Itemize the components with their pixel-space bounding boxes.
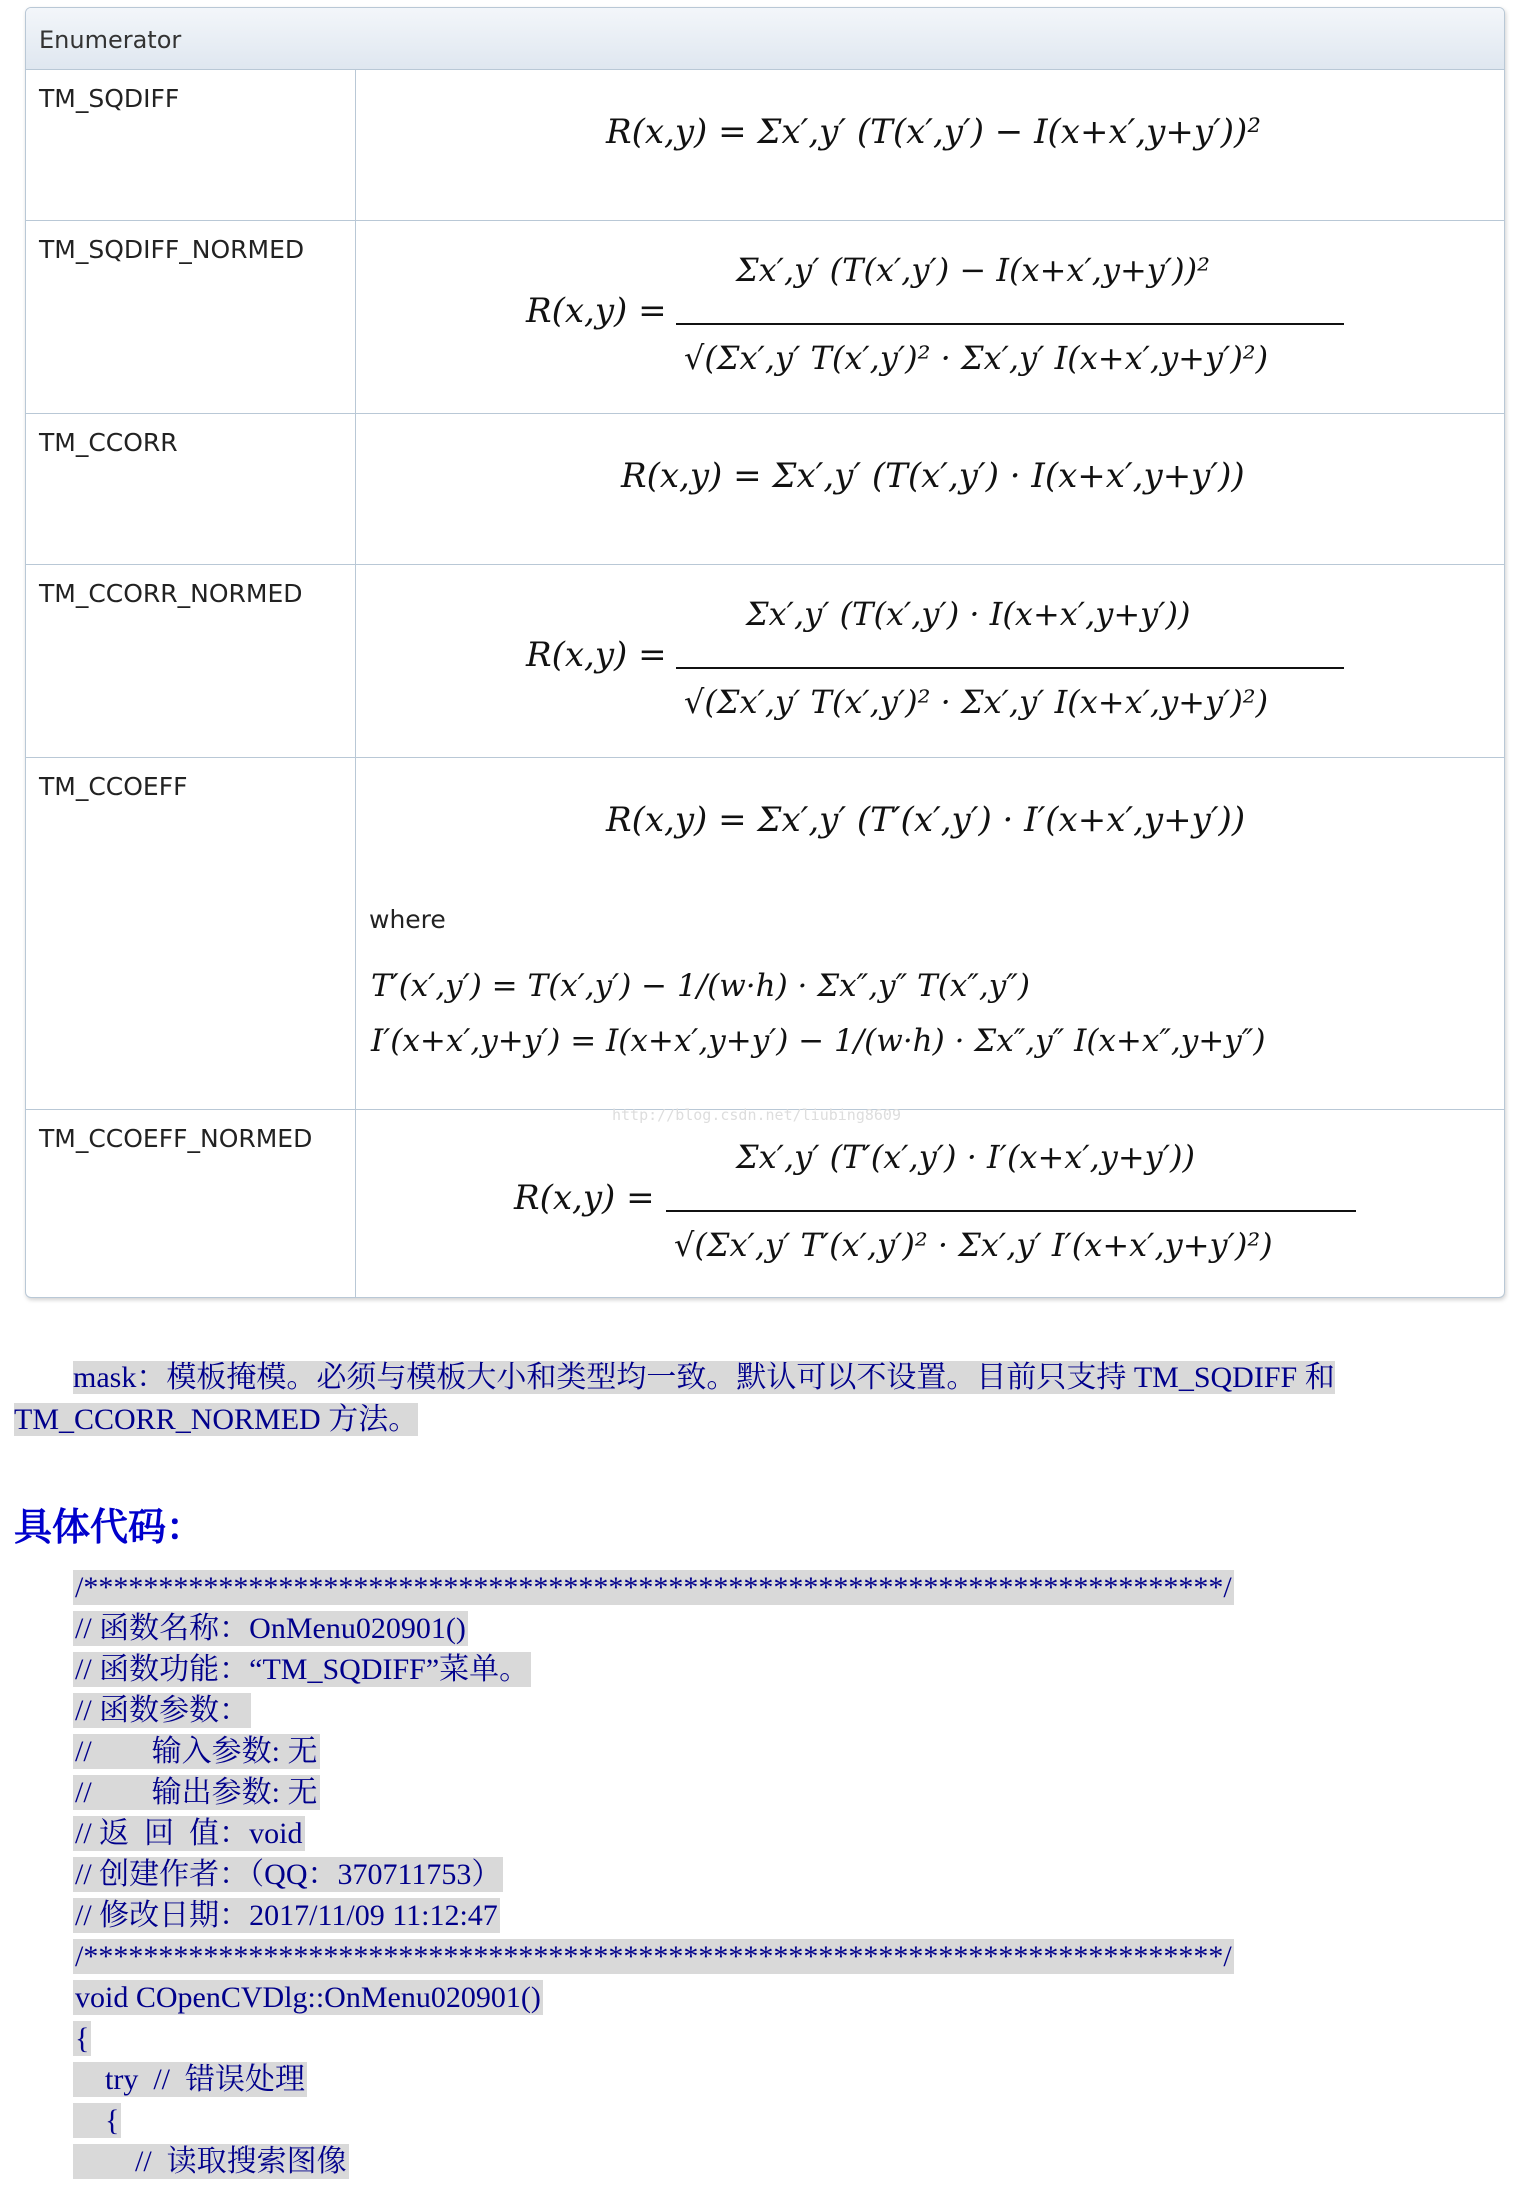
- numerator: Σx′,y′ (T(x′,y′) − I(x+x′,y+y′))²: [736, 251, 1210, 289]
- where-label: where: [369, 905, 446, 934]
- code-line: // 函数参数：: [75, 1694, 250, 1727]
- mask-paragraph-line1: mask：模板掩模。必须与模板大小和类型均一致。默认可以不设置。目前只支持 TM_SQDIFF 和: [73, 1361, 1335, 1394]
- enumerator-table: [25, 7, 1505, 1298]
- table-header-label: Enumerator: [39, 26, 182, 54]
- row-name: TM_SQDIFF_NORMED: [39, 235, 305, 264]
- formula-lhs: R(x,y) =: [526, 635, 667, 675]
- formula-sqdiff: R(x,y) = Σx′,y′ (T(x′,y′) − I(x+x′,y+y′))²: [606, 112, 1261, 152]
- table-row: [26, 70, 1504, 221]
- code-line: // 函数功能：“TM_SQDIFF”菜单。: [75, 1653, 530, 1686]
- formula-ccoeff-i: I′(x+x′,y+y′) = I(x+x′,y+y′) − 1/(w·h) · Σx″,y″ I(x+x″,y+y″): [371, 1023, 1266, 1059]
- numerator: Σx′,y′ (T′(x′,y′) · I′(x+x′,y+y′)): [736, 1138, 1195, 1176]
- formula-ccorr: R(x,y) = Σx′,y′ (T(x′,y′) · I(x+x′,y+y′)): [621, 456, 1245, 496]
- table-header: [26, 8, 1504, 70]
- code-line: // 输入参数: 无: [75, 1735, 318, 1768]
- code-line: // 函数名称：OnMenu020901(): [75, 1612, 466, 1645]
- table-row: [26, 565, 1504, 758]
- row-name: TM_CCOEFF_NORMED: [39, 1124, 313, 1153]
- numerator: Σx′,y′ (T(x′,y′) · I(x+x′,y+y′)): [746, 595, 1191, 633]
- row-name: TM_CCORR: [39, 428, 178, 457]
- denominator: √(Σx′,y′ T′(x′,y′)² · Σx′,y′ I′(x+x′,y+y′)²): [674, 1226, 1273, 1264]
- code-line: try // 错误处理: [75, 2063, 305, 2096]
- code-line: // 返 回 值：void: [75, 1817, 303, 1850]
- row-name: TM_CCOEFF: [39, 772, 188, 801]
- formula-ccoeff-t: T′(x′,y′) = T(x′,y′) − 1/(w·h) · Σx″,y″ T(x″,y″): [371, 968, 1030, 1004]
- mask-paragraph-line2: TM_CCORR_NORMED 方法。: [14, 1403, 419, 1436]
- table-row: [26, 1110, 1504, 1298]
- table-row: [26, 221, 1504, 414]
- table-row: [26, 414, 1504, 565]
- code-line: void COpenCVDlg::OnMenu020901(): [75, 1981, 541, 2014]
- formula-ccoeff: R(x,y) = Σx′,y′ (T′(x′,y′) · I′(x+x′,y+y′)): [606, 800, 1246, 840]
- formula-lhs: R(x,y) =: [514, 1178, 655, 1218]
- table-row: [26, 758, 1504, 1110]
- code-line: {: [75, 2022, 90, 2055]
- formula-lhs: R(x,y) =: [526, 291, 667, 331]
- watermark: http://blog.csdn.net/liubing8609: [612, 1106, 901, 1124]
- code-line: // 读取搜索图像: [75, 2145, 347, 2178]
- code-line: // 修改日期：2017/11/09 11:12:47: [75, 1899, 498, 1932]
- denominator: √(Σx′,y′ T(x′,y′)² · Σx′,y′ I(x+x′,y+y′)²): [684, 339, 1269, 377]
- code-line: /****************************************************************************/: [75, 1571, 1232, 1604]
- row-name: TM_CCORR_NORMED: [39, 579, 303, 608]
- denominator: √(Σx′,y′ T(x′,y′)² · Σx′,y′ I(x+x′,y+y′)²): [684, 683, 1269, 721]
- code-line: /****************************************************************************/: [75, 1940, 1232, 1973]
- section-heading: 具体代码：: [14, 1505, 205, 1549]
- code-line: // 创建作者：（QQ：370711753）: [75, 1858, 502, 1891]
- row-name: TM_SQDIFF: [39, 84, 180, 113]
- code-line: // 输出参数: 无: [75, 1776, 318, 1809]
- code-line: {: [75, 2104, 120, 2137]
